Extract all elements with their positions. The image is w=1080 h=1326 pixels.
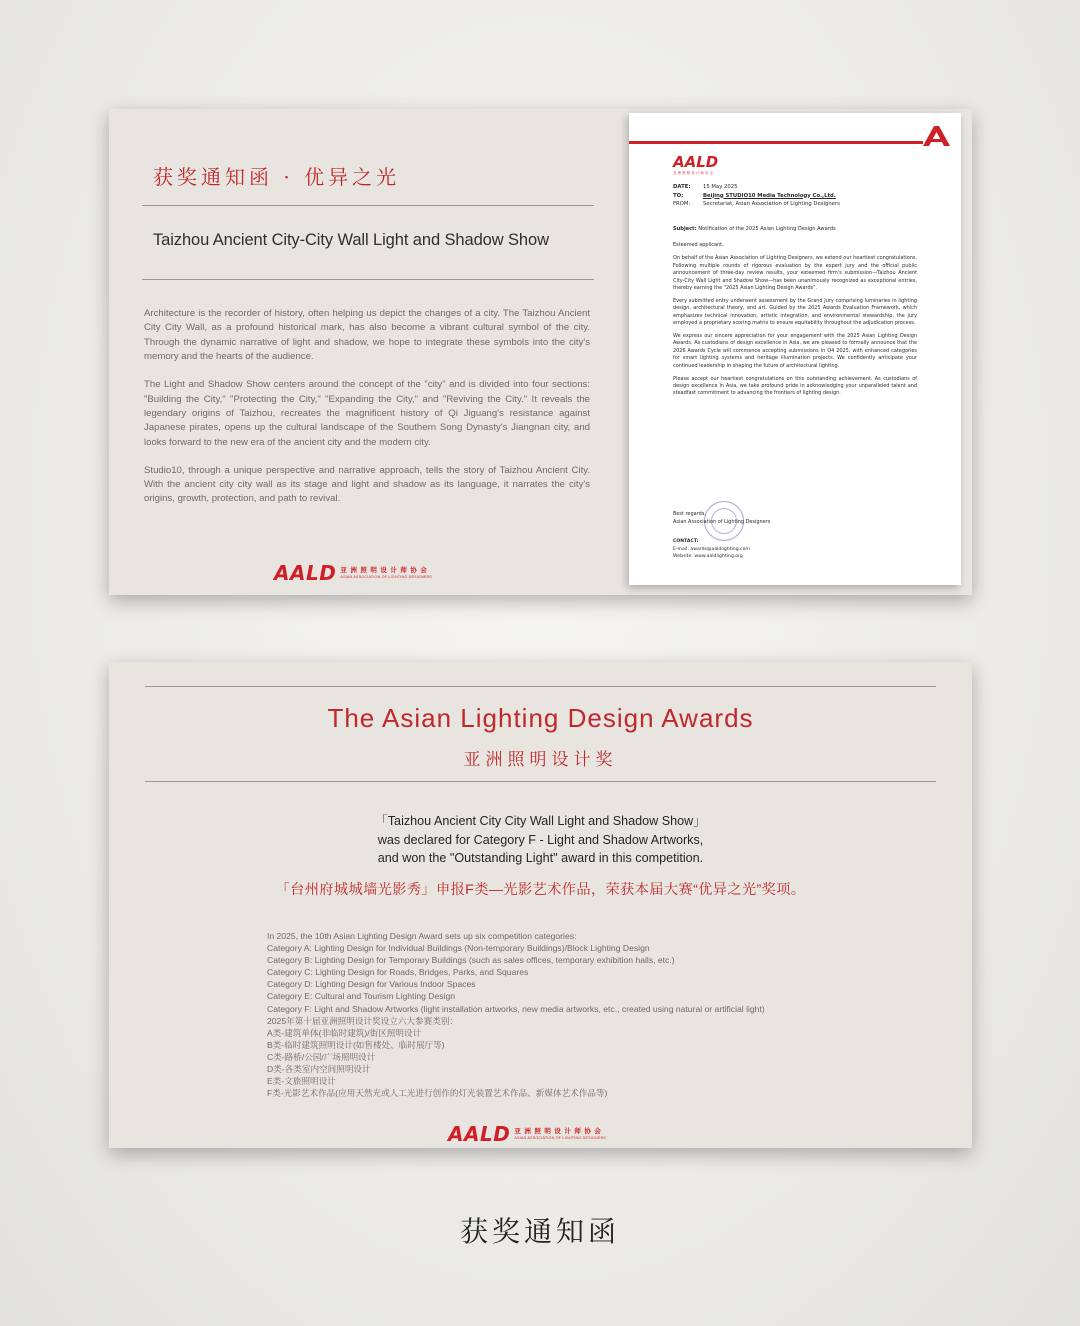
category-line: In 2025, the 10th Asian Lighting Design Award sets up six competition categories:	[267, 931, 577, 941]
project-title: Taizhou Ancient City-City Wall Light and Shadow Show	[153, 231, 549, 249]
aald-logo	[448, 1122, 606, 1146]
letter-logo	[673, 153, 718, 175]
subject-label: Subject:	[673, 226, 697, 232]
letter-contact	[673, 538, 750, 561]
category-line-cn: B类-临时建筑照明设计(如售楼处、临时展厅等)	[267, 1039, 445, 1050]
category-line: Category D: Lighting Design for Various Indoor Spaces	[267, 979, 476, 990]
card-title-cn: 获奖通知函 · 优异之光	[153, 165, 401, 189]
from-label: FROM:	[673, 201, 691, 207]
award-notice-card	[109, 109, 972, 595]
category-line-cn: F类-光影艺术作品(应用天然光或人工光进行创作的灯光装置艺术作品、新媒体艺术作品等)	[267, 1088, 608, 1099]
letter-corner-a-icon	[919, 124, 953, 148]
category-line-cn: 2025年第十届亚洲照明设计奖设立六大参赛类别：	[267, 1015, 458, 1026]
category-line-cn: E类-文旅照明设计	[267, 1076, 336, 1087]
letter-salutation: Esteemed applicant,	[673, 242, 724, 249]
divider	[145, 686, 936, 687]
date-label: DATE:	[673, 184, 691, 190]
divider	[142, 279, 594, 280]
divider	[142, 205, 594, 206]
description-paragraph: Studio10, through a unique perspective and narrative approach, tells the story of Taizhou Ancient City. With the ancient city city wall as its stage and light and shadow as its language, it narrates the city's origins, growth, protection, and path to revival.	[144, 464, 590, 505]
letter-recipient: Beijing STUDIO10 Media Technology Co.,Ltd.	[703, 192, 836, 199]
declaration-line: and won the "Outstanding Light" award in this competition.	[377, 851, 704, 865]
letter-signature	[673, 510, 770, 526]
contact-email: E-mail: awards@aaldlighting.com	[673, 546, 750, 552]
category-line: Category F: Light and Shadow Artworks (light installation artworks, new media artworks, etc., created using natural or artificial light)	[267, 1003, 765, 1014]
page-caption: 获奖通知函	[459, 1215, 620, 1248]
logo-mark: AALD	[448, 1122, 511, 1146]
letter-subject: Notification of the 2025 Asian Lighting Design Awards	[698, 226, 836, 232]
project-description	[144, 307, 590, 520]
letter-logo-mark: AALD	[673, 153, 719, 171]
category-line-cn: D类-各类室内空间照明设计	[267, 1064, 371, 1075]
award-declaration	[109, 812, 972, 868]
category-line: Category C: Lighting Design for Roads, Bridges, Parks, and Squares	[267, 967, 529, 978]
awards-title-en: The Asian Lighting Design Awards	[327, 703, 754, 733]
letter-paragraph: Every submitted entry underwent assessment by the Grand Jury comprising luminaries in lighting design, architectural theory, and art. Guided by the 2025 Awards Evaluation Framework, which emphasizes technical innovation, artistic integration, and environmental stewardship, the jury employed a proprietary scoring matrix to ensure equitability throughout the adjudication process.	[673, 297, 917, 327]
letter-date: 15 May 2025	[703, 184, 738, 190]
category-line: Category B: Lighting Design for Temporary Buildings (such as sales offices, temporary exhibition halls, etc.)	[267, 955, 675, 966]
divider	[145, 781, 936, 782]
awards-title-cn: 亚洲照明设计奖	[463, 750, 618, 770]
description-paragraph: Architecture is the recorder of history, often helping us depict the changes of a city. The Taizhou Ancient City City Wall, as a profound historical mark, has also become a vibrant cultural symbol of the city. Through the dynamic narrative of light and shadow, we hope to integrate these symbols into the city's memory and the hearts of the audience.	[144, 308, 590, 363]
notification-letter	[629, 113, 961, 585]
logo-cn: 亚洲照明设计师协会	[340, 566, 431, 574]
aald-logo	[274, 561, 432, 585]
letter-sender: Secretariat, Asian Association of Lighting Designers	[703, 201, 840, 207]
declaration-line: 「Taizhou Ancient City City Wall Light and Shadow Show」	[375, 814, 706, 828]
to-label: TO:	[673, 192, 684, 199]
letter-meta	[673, 183, 840, 209]
category-line: Category E: Cultural and Tourism Lighting Design	[267, 991, 456, 1002]
contact-label: CONTACT:	[673, 539, 699, 544]
letter-header-band	[629, 141, 923, 144]
category-line: Category A: Lighting Design for Individual Buildings (Non-temporary Buildings)/Block Lighting Design	[267, 943, 650, 954]
letter-paragraph: On behalf of the Asian Association of Lighting Designers, we extend our heartiest congratulations. Following multiple rounds of rigorous evaluation by the expert jury and the official public announcement of three-day review results, your esteemed firm's submission—Taizhou Ancient City-City Wall Light and Shadow Show—has been unanimously recognized as exceptional entries, thereby earning the "2025 Asian Lighting Design Awards".	[673, 255, 917, 291]
letter-logo-cn: 亚洲照明设计师协会	[673, 171, 715, 175]
category-line-cn: A类-建筑单体(非临时建筑)/街区照明设计	[267, 1027, 422, 1038]
description-paragraph: The Light and Shadow Show centers around the concept of the "city" and is divided into four sections: "Building the City," "Protecting the City," "Expanding the City," and "Reviving the City." It reveals the legendary origins of Taizhou, recreates the magnificent history of Qi Jiguang's resistance against Japanese pirates, opens up the cultural landscape of the Southern Song Dynasty's Jiangnan city, and looks forward to the new era of the ancient city and the modern city.	[144, 379, 590, 448]
letter-body	[673, 226, 917, 403]
category-line-cn: C类-路桥/公园/广场照明设计	[267, 1051, 376, 1062]
letter-closing: Best regards,	[673, 511, 706, 517]
award-certificate-card	[109, 662, 972, 1148]
letter-paragraph: We express our sincere appreciation for your engagement with the 2025 Asian Lighting Design Awards. As custodians of design excellence in Asia, we are pleased to formally announce that the 2026 Awards Cycle will commence accepting submissions in Q4 2025, with enhanced categories for smart lighting systems and heritage illumination projects. We confidently anticipate your continued leadership in shaping the future of architectural lighting.	[673, 332, 917, 369]
logo-mark: AALD	[274, 561, 337, 585]
declaration-line: was declared for Category F - Light and Shadow Artworks,	[377, 832, 704, 847]
contact-website: Website: www.aaldlighting.org	[673, 554, 743, 559]
logo-cn: 亚洲照明设计师协会	[514, 1127, 605, 1135]
award-declaration-cn: 「台州府城城墙光影秀」申报F类—光影艺术作品，荣获本届大赛“优异之光”奖项。	[275, 882, 806, 898]
logo-en: ASIAN ASSOCIATION OF LIGHTING DESIGNERS	[514, 1135, 607, 1140]
letter-signatory: Asian Association of Lighting Designers	[673, 519, 771, 525]
category-list	[267, 930, 867, 1099]
letter-paragraph: Please accept our heartiest congratulations on this outstanding achievement. As custodians of design excellence in Asia, we take profound pride in acknowledging your unparalleled talent and steadfast commitment to advancing the frontiers of lighting design.	[673, 375, 917, 397]
logo-en: ASIAN ASSOCIATION OF LIGHTING DESIGNERS	[340, 574, 433, 579]
